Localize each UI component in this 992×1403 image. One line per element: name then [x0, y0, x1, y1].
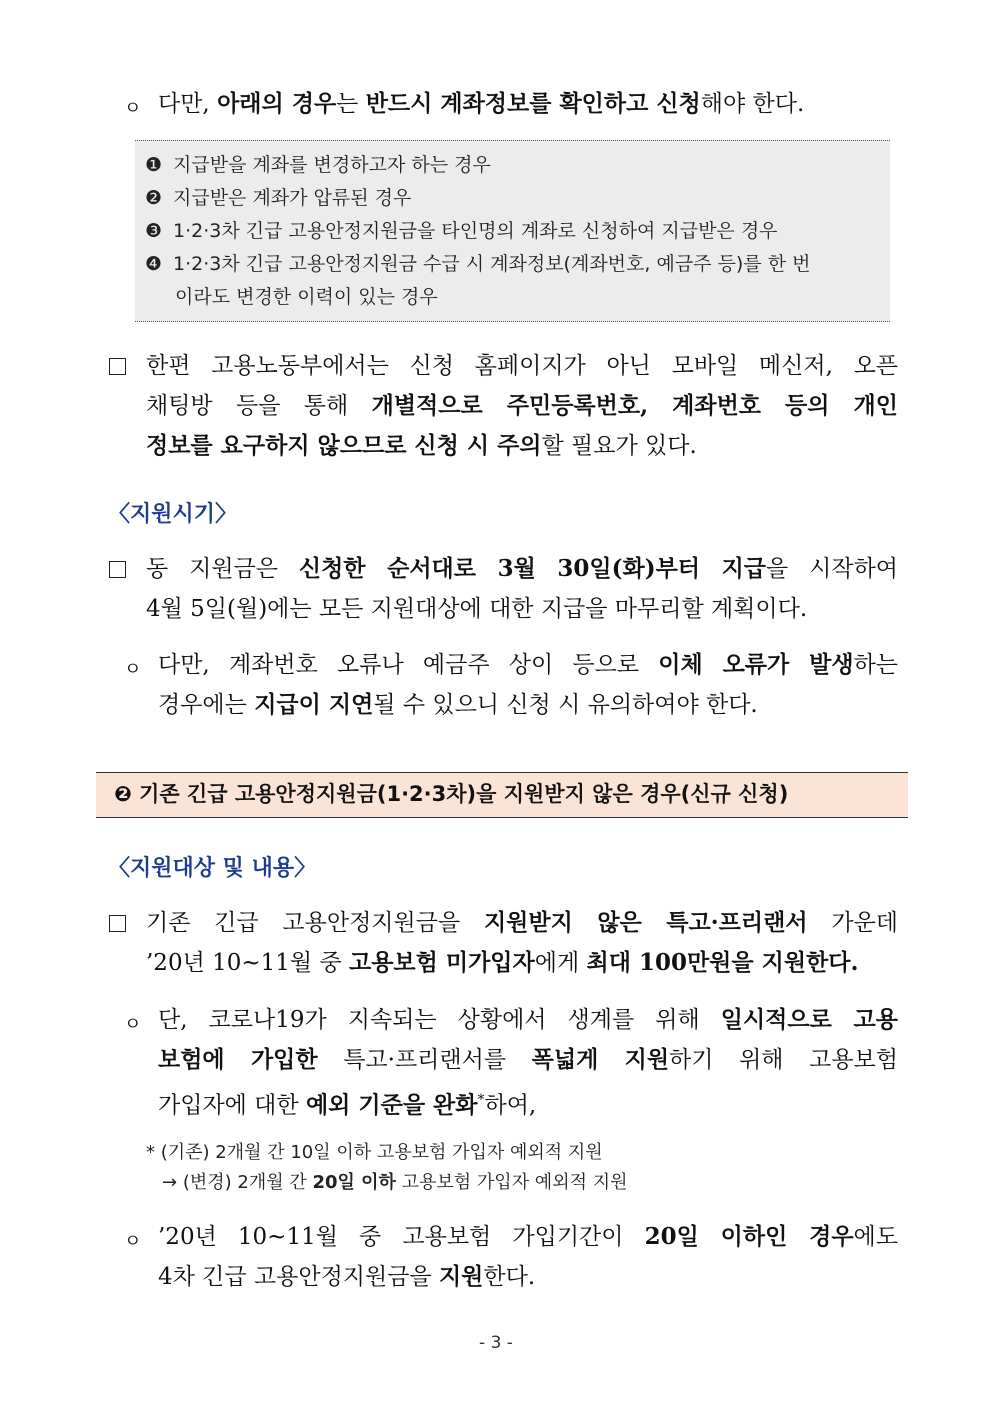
notice-line: 정보를 요구하지 않으므로 신청 시 주의할 필요가 있다. — [146, 432, 697, 459]
intro-paragraph: 다만, 아래의 경우는 반드시 계좌정보를 확인하고 신청해야 한다. — [158, 90, 805, 117]
checkbox-square-icon — [109, 915, 126, 932]
cases-box — [135, 140, 890, 322]
checkbox-square-icon — [109, 358, 126, 375]
timing-line: 4월 5일(월)에는 모든 지원대상에 대한 지급을 마무리할 계획이다. — [146, 596, 808, 622]
case-item: ❹ 1·2·3차 긴급 고용안정지원금 수급 시 계좌정보(계좌번호, 예금주 등)를 한 번 — [145, 253, 811, 275]
target-sub-line: 가입자에 대한 예외 기준을 완화*하여, — [158, 1091, 537, 1119]
target-line: 기존 긴급 고용안정지원금을 지원받지 않은 특고·프리랜서 가운데 — [146, 909, 898, 936]
target-sub-line: 4차 긴급 고용안정지원금을 지원한다. — [158, 1263, 536, 1290]
circle-bullet: ㅇ — [124, 1014, 142, 1035]
circle-bullet: ㅇ — [124, 98, 142, 119]
section-title: ❷ 기존 긴급 고용안정지원금(1·2·3차)을 지원받지 않은 경우(신규 신청) — [114, 782, 789, 806]
case-item: ❷ 지급받은 계좌가 압류된 경우 — [145, 187, 412, 209]
notice-line: 채팅방 등을 통해 개별적으로 주민등록번호, 계좌번호 등의 개인 — [146, 392, 898, 419]
section-title-band — [96, 772, 908, 818]
page-number: - 3 - — [479, 1333, 513, 1353]
circle-bullet: ㅇ — [124, 1231, 142, 1252]
circle-bullet: ㅇ — [124, 659, 142, 680]
checkbox-square-icon — [109, 561, 126, 578]
timing-line: 동 지원금은 신청한 순서대로 3월 30일(화)부터 지급을 시작하여 — [146, 555, 899, 582]
timing-sub-line: 경우에는 지급이 지연될 수 있으니 신청 시 유의하여야 한다. — [158, 691, 758, 718]
target-sub-line: 단, 코로나19가 지속되는 상황에서 생계를 위해 일시적으로 고용 — [158, 1006, 898, 1033]
section-header-target: 〈지원대상 및 내용〉 — [108, 856, 317, 881]
target-sub-line: 보험에 가입한 특고·프리랜서를 폭넓게 지원하기 위해 고용보험 — [158, 1046, 898, 1073]
target-sub-line: ’20년 10~11월 중 고용보험 가입기간이 20일 이하인 경우에도 — [158, 1223, 898, 1250]
case-item: ❸ 1·2·3차 긴급 고용안정지원금을 타인명의 계좌로 신청하여 지급받은 경우 — [145, 220, 778, 242]
notice-line: 한편 고용노동부에서는 신청 홈페이지가 아닌 모바일 메신저, 오픈 — [146, 353, 898, 379]
timing-sub-line: 다만, 계좌번호 오류나 예금주 상이 등으로 이체 오류가 발생하는 — [158, 651, 898, 678]
footnote-line: * (기존) 2개월 간 10일 이하 고용보험 가입자 예외적 지원 — [146, 1142, 603, 1163]
footnote — [146, 1138, 886, 1198]
target-line: ’20년 10~11월 중 고용보험 미가입자에게 최대 100만원을 지원한다. — [146, 949, 859, 976]
case-item: ❶ 지급받을 계좌를 변경하고자 하는 경우 — [145, 154, 491, 176]
footnote-line: → (변경) 2개월 간 20일 이하 고용보험 가입자 예외적 지원 — [162, 1172, 628, 1193]
section-header-timing: 〈지원시기〉 — [108, 502, 238, 527]
case-item-continued: 이라도 변경한 이력이 있는 경우 — [175, 286, 438, 308]
